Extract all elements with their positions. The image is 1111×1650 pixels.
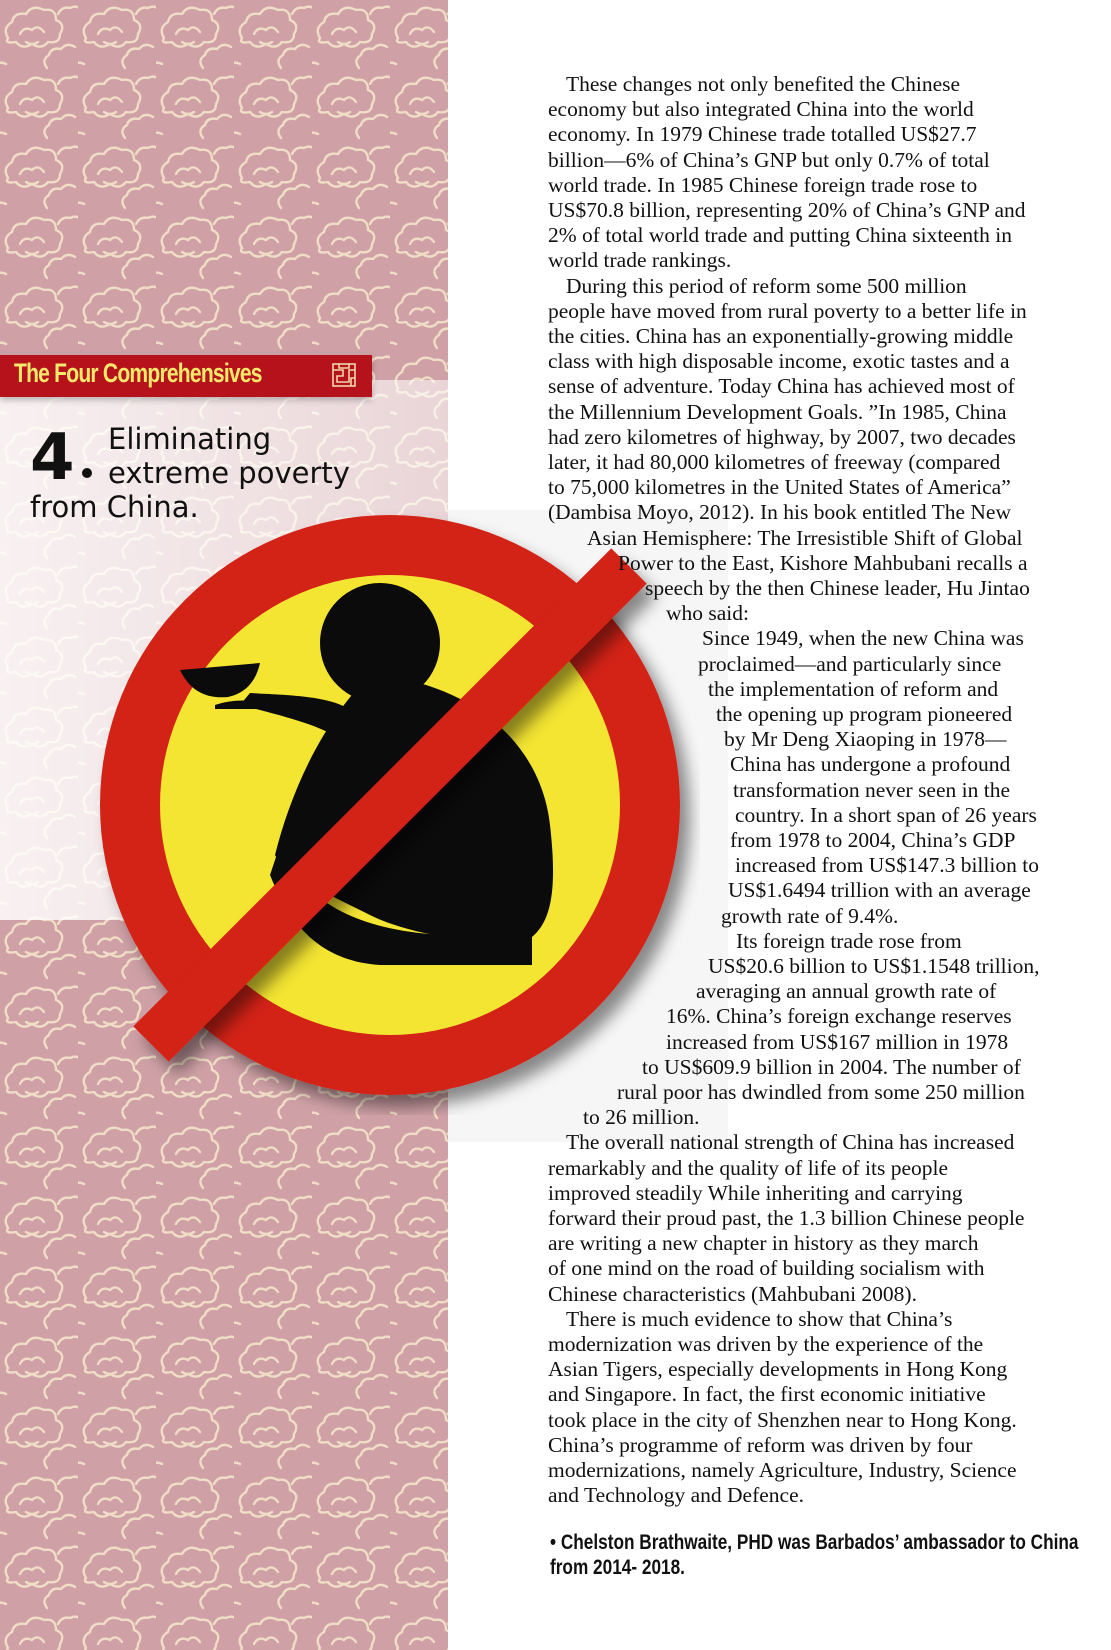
article-line: China’s programme of reform was driven by four xyxy=(548,1432,973,1457)
article-line: economy but also integrated China into the world xyxy=(548,97,974,122)
article-line: remarkably and the quality of life of its people xyxy=(548,1155,949,1180)
article-line: growth rate of 9.4%. xyxy=(721,903,899,928)
article-line: US$20.6 billion to US$1.1548 trillion, xyxy=(708,954,1040,978)
article-line: and Singapore. In fact, the first economic initiative xyxy=(548,1382,986,1407)
byline-line: • Chelston Brathwaite, PHD was Barbados’ ambassador to China xyxy=(550,1531,1079,1554)
article-line: later, it had 80,000 kilometres of freeway (compared xyxy=(548,450,1001,474)
article-line: US$70.8 billion, representing 20% of China’s GNP and xyxy=(548,198,1026,222)
article-line: had zero kilometres of highway, by 2007, two decades xyxy=(548,424,1016,449)
article-line: the implementation of reform and xyxy=(708,676,999,701)
article-line: US$1.6494 trillion with an average xyxy=(728,878,1031,903)
article-line: are writing a new chapter in history as they march xyxy=(548,1231,979,1256)
article-line: the opening up program pioneered xyxy=(716,702,1013,726)
article-line: Power to the East, Kishore Mahbubani recalls a xyxy=(618,550,1028,575)
heading-number: 4 xyxy=(30,421,75,495)
section-banner-label: The Four Comprehensives xyxy=(14,358,262,388)
article-line: world trade rankings. xyxy=(548,248,732,273)
article-line: people have moved from rural poverty to a better life in xyxy=(548,298,1027,323)
article-line: Asian Hemisphere: The Irresistible Shift of Global xyxy=(587,525,1023,550)
article-line: to 75,000 kilometres in the United States of America” xyxy=(548,475,1011,500)
article-line: 16%. China’s foreign exchange reserves xyxy=(666,1004,1012,1029)
article-line: Asian Tigers, especially developments in Hong Kong xyxy=(548,1357,1008,1382)
article-line: of one mind on the road of building socialism with xyxy=(548,1256,985,1281)
article-line: to US$609.9 billion in 2004. The number of xyxy=(642,1054,1021,1079)
article-line: country. In a short span of 26 years xyxy=(735,802,1037,827)
article-line: sense of adventure. Today China has achieved most of xyxy=(548,374,1015,399)
article-line: took place in the city of Shenzhen near to Hong Kong. xyxy=(548,1407,1017,1432)
article-line: 2% of total world trade and putting China sixteenth in xyxy=(548,223,1012,248)
article-line: from 1978 to 2004, China’s GDP xyxy=(730,828,1016,852)
author-byline xyxy=(550,1530,1078,1580)
article-line: world trade. In 1985 Chinese foreign trade rose to xyxy=(548,172,978,197)
article-line: the cities. China has an exponentially-growing middle xyxy=(548,324,1014,348)
article-line: class with high disposable income, exotic tastes and a xyxy=(548,349,1010,374)
article-line: proclaimed—and particularly since xyxy=(698,651,1002,676)
article-line: Its foreign trade rose from xyxy=(736,928,962,953)
article-line: averaging an annual growth rate of xyxy=(696,979,997,1004)
article-line: modernizations, namely Agriculture, Industry, Science xyxy=(548,1458,1017,1482)
article-line: The overall national strength of China has increased xyxy=(566,1130,1015,1155)
article-line: (Dambisa Moyo, 2012). In his book entitled The New xyxy=(548,500,1011,525)
article-line: economy. In 1979 Chinese trade totalled US$27.7 xyxy=(548,122,977,147)
byline-line: from 2014- 2018. xyxy=(550,1556,685,1579)
article-line: to 26 million. xyxy=(583,1105,700,1130)
heading-line: Eliminating xyxy=(108,422,272,456)
article-line: These changes not only benefited the Chinese xyxy=(566,72,961,96)
article-line: China has undergone a profound xyxy=(730,752,1011,777)
chinese-knot-icon xyxy=(330,361,358,389)
article-line: by Mr Deng Xiaoping in 1978— xyxy=(724,727,1007,752)
no-poverty-sign-icon xyxy=(80,495,700,1115)
article-line: During this period of reform some 500 million xyxy=(566,273,967,298)
article-line: rural poor has dwindled from some 250 million xyxy=(617,1080,1025,1104)
section-banner xyxy=(0,355,372,397)
article-line: speech by the then Chinese leader, Hu Jintao xyxy=(645,576,1030,600)
article-line: who said: xyxy=(666,601,750,626)
article-line: transformation never seen in the xyxy=(733,777,1011,802)
article-line: the Millennium Development Goals. ”In 1985, China xyxy=(548,399,1007,424)
heading-line: extreme poverty xyxy=(108,456,350,490)
article-line: improved steadily While inheriting and carrying xyxy=(548,1180,963,1205)
article-line: increased from US$167 million in 1978 xyxy=(666,1029,1009,1054)
article-line: increased from US$147.3 billion to xyxy=(735,853,1039,878)
article-line: Since 1949, when the new China was xyxy=(702,626,1024,651)
heading-number-dot xyxy=(82,468,92,478)
heading-line: from China. xyxy=(30,490,199,524)
article-line: billion—6% of China’s GNP but only 0.7% of total xyxy=(548,147,990,172)
article-line: and Technology and Defence. xyxy=(548,1483,804,1508)
article-line: There is much evidence to show that China’s xyxy=(566,1306,953,1331)
article-line: Chinese characteristics (Mahbubani 2008). xyxy=(548,1281,917,1306)
article-line: forward their proud past, the 1.3 billion Chinese people xyxy=(548,1206,1025,1230)
article-line: modernization was driven by the experience of the xyxy=(548,1332,984,1356)
